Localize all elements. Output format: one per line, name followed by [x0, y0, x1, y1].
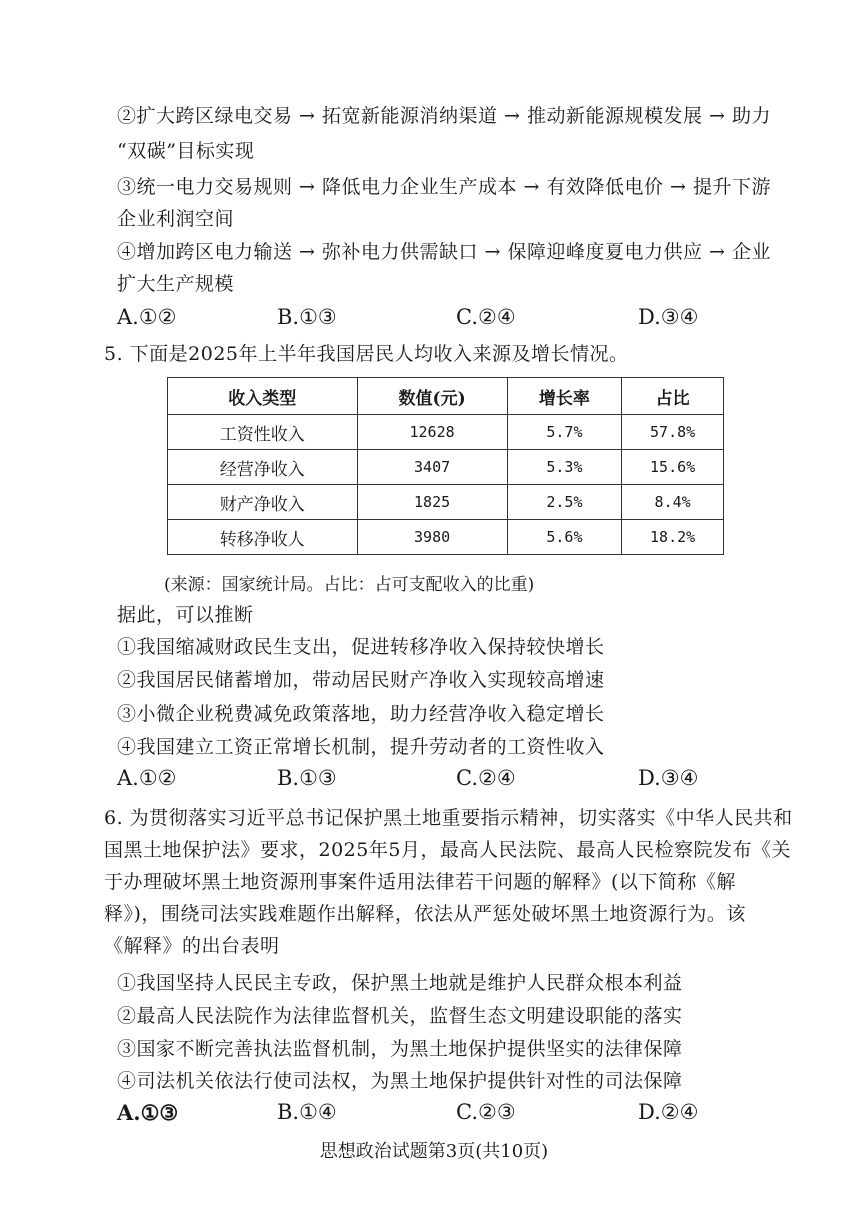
- table-header-cell: 增长率: [507, 378, 622, 415]
- q6-options: [117, 1100, 737, 1128]
- q6-stem-line2: 国黑土地保护法》要求，2025年5月，最高人民法院、最高人民检察院发布《关: [104, 839, 791, 861]
- table-cell: 转移净收人: [168, 520, 358, 555]
- q4-option-c[interactable]: C.②④: [456, 305, 516, 329]
- q4-options: [117, 305, 737, 333]
- table-cell: 8.4%: [622, 485, 724, 520]
- table-cell: 5.3%: [507, 450, 622, 485]
- q5-lead: 据此，可以推断: [117, 604, 254, 626]
- q6-option-d[interactable]: D.②④: [638, 1100, 699, 1124]
- q6-item-4: ④司法机关依法行使司法权，为黑土地保护提供针对性的司法保障: [117, 1070, 683, 1092]
- q4-item-4-line1: ④增加跨区电力输送 → 弥补电力供需缺口 → 保障迎峰度夏电力供应 → 企业: [117, 241, 771, 263]
- table-row: [168, 450, 724, 485]
- q5-item-1: ①我国缩减财政民生支出，促进转移净收入保持较快增长: [117, 636, 605, 658]
- table-row: [168, 485, 724, 520]
- q5-option-c[interactable]: C.②④: [456, 766, 516, 790]
- q4-item-3-line2: 企业利润空间: [117, 208, 235, 230]
- table-cell: 经营净收入: [168, 450, 358, 485]
- q4-option-b[interactable]: B.①③: [277, 305, 337, 329]
- table-header-row: [168, 378, 724, 415]
- q5-option-a[interactable]: A.①②: [117, 766, 177, 790]
- q6-stem-line1: 6. 为贯彻落实习近平总书记保护黑土地重要指示精神，切实落实《中华人民共和: [104, 807, 793, 829]
- table-cell: 12628: [357, 415, 507, 450]
- q5-item-4: ④我国建立工资正常增长机制，提升劳动者的工资性收入: [117, 736, 605, 758]
- q5-option-b[interactable]: B.①③: [277, 766, 337, 790]
- table-source-note: (来源：国家统计局。占比：占可支配收入的比重): [164, 575, 535, 595]
- income-table: [167, 377, 724, 555]
- table-row: [168, 415, 724, 450]
- table-cell: 5.6%: [507, 520, 622, 555]
- q4-item-2-line1: ②扩大跨区绿电交易 → 拓宽新能源消纳渠道 → 推动新能源规模发展 → 助力: [117, 105, 771, 127]
- q6-stem-line3: 于办理破坏黑土地资源刑事案件适用法律若干问题的解释》(以下简称《解: [104, 871, 736, 893]
- table-header-cell: 数值(元): [357, 378, 507, 415]
- table-cell: 5.7%: [507, 415, 622, 450]
- table-cell: 57.8%: [622, 415, 724, 450]
- table-cell: 工资性收入: [168, 415, 358, 450]
- q6-item-2: ②最高人民法院作为法律监督机关，监督生态文明建设职能的落实: [117, 1005, 683, 1027]
- table-header-cell: 收入类型: [168, 378, 358, 415]
- page-footer: 思想政治试题第3页(共10页): [319, 1141, 549, 1162]
- q6-option-b[interactable]: B.①④: [277, 1100, 337, 1124]
- q6-option-c[interactable]: C.②③: [456, 1100, 516, 1124]
- q6-item-3: ③国家不断完善执法监督机制，为黑土地保护提供坚实的法律保障: [117, 1038, 683, 1060]
- table-cell: 2.5%: [507, 485, 622, 520]
- table-cell: 财产净收入: [168, 485, 358, 520]
- table-cell: 18.2%: [622, 520, 724, 555]
- q4-item-4-line2: 扩大生产规模: [117, 273, 235, 295]
- q5-stem: 5. 下面是2025年上半年我国居民人均收入来源及增长情况。: [104, 343, 629, 365]
- q5-option-d[interactable]: D.③④: [638, 766, 699, 790]
- table-cell: 1825: [357, 485, 507, 520]
- table-row: [168, 520, 724, 555]
- table-header-cell: 占比: [622, 378, 724, 415]
- q6-option-a[interactable]: A.①③: [117, 1100, 179, 1125]
- q6-stem-line5: 《解释》的出台表明: [104, 935, 280, 957]
- q4-option-a[interactable]: A.①②: [117, 305, 177, 329]
- q6-item-1: ①我国坚持人民民主专政，保护黑土地就是维护人民群众根本利益: [117, 972, 683, 994]
- q5-item-3: ③小微企业税费减免政策落地，助力经营净收入稳定增长: [117, 703, 605, 725]
- q4-item-3-line1: ③统一电力交易规则 → 降低电力企业生产成本 → 有效降低电价 → 提升下游: [117, 176, 771, 198]
- q5-item-2: ②我国居民储蓄增加，带动居民财产净收入实现较高增速: [117, 669, 605, 691]
- q4-item-2-line2: “双碳”目标实现: [117, 140, 255, 162]
- q4-option-d[interactable]: D.③④: [638, 305, 699, 329]
- q5-options: [117, 766, 737, 794]
- table-cell: 3407: [357, 450, 507, 485]
- q6-stem-line4: 释》)，围绕司法实践难题作出解释，依法从严惩处破坏黑土地资源行为。该: [104, 903, 746, 925]
- table-cell: 15.6%: [622, 450, 724, 485]
- table-cell: 3980: [357, 520, 507, 555]
